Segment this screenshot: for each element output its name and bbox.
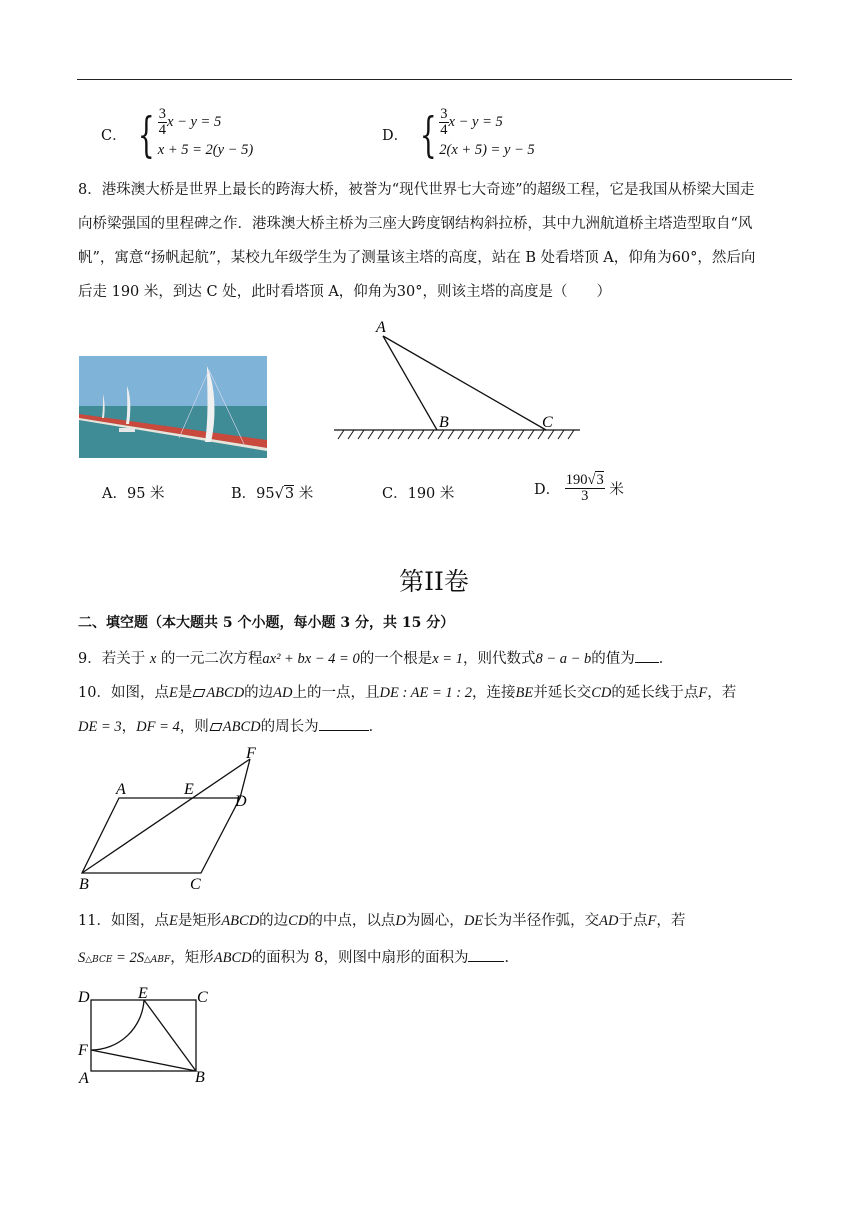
point-c-label: C — [197, 989, 208, 1006]
header-rule — [77, 79, 792, 80]
option-label: C． — [101, 128, 127, 144]
q8-option-a: A．95 米 — [102, 486, 165, 502]
point-b-label: B — [195, 1069, 205, 1086]
q9-text: 9．若关于 x 的一元二次方程ax² + bx − 4 = 0的一个根是x = 1，则代数式8 − a − b的值为 ． — [78, 647, 793, 668]
point-d-label: D — [78, 989, 90, 1006]
brace-symbol: { — [138, 106, 155, 163]
bridge-photo — [79, 356, 267, 458]
q7-option-d — [382, 107, 535, 162]
parallelogram-symbol — [193, 689, 206, 697]
answer-blank[interactable] — [319, 716, 369, 731]
point-b-label: B — [79, 876, 89, 892]
point-a-label: A — [79, 1070, 89, 1087]
point-b-label: B — [439, 414, 449, 431]
q11-rectangle-figure — [74, 982, 224, 1092]
point-a-label: A — [116, 781, 126, 798]
point-f-label: F — [246, 745, 256, 762]
q8-option-b: B．95√3 米 — [231, 486, 314, 502]
q7-option-c — [101, 107, 253, 162]
answer-blank[interactable] — [635, 648, 659, 663]
equation-system: { $\frac{3}{4}$ x − y = 5 2(x + 5) = y − 5 — [419, 106, 535, 163]
section-heading: 二、填空题（本大题共 5 个小题，每小题 3 分，共 15 分） — [78, 615, 455, 631]
q10-parallelogram-figure — [74, 742, 274, 892]
point-e-label: E — [184, 781, 194, 798]
q8-option-c: C．190 米 — [382, 486, 455, 502]
q11-line2: S△BCE = 2S△ABF，矩形ABCD的面积为 8，则图中扇形的面积为 ． — [78, 946, 793, 967]
q11-line1: 11．如图，点E是矩形ABCD的边CD的中点，以点D为圆心，DE长为半径作弧，交AD于点F，若 — [78, 913, 686, 929]
section-title: 第II卷 — [399, 567, 469, 596]
parallelogram-symbol — [209, 723, 222, 731]
point-a-label: A — [376, 319, 386, 336]
point-e-label: E — [138, 985, 148, 1002]
q8-text: 8．港珠澳大桥是世界上最长的跨海大桥，被誉为“现代世界七大奇迹”的超级工程，它是我国从桥梁大国走 向桥梁强国的里程碑之作．港珠澳大桥主桥为三座大跨度钢结构斜拉桥，其中九洲航道桥主塔造型取自“风 帆”，寓意“扬帆起航”，某校九年级学生为了测量该主塔的高度，站在 B 处看塔顶 A，仰角为60°，然后向 后走 190 米，到达 C 处，此时看塔顶 A，仰角为30°，则该主塔的高度是（ ） — [78, 182, 756, 300]
point-c-label: C — [190, 876, 201, 892]
equation-system: { $\frac{3}{4}$ x − y = 5 x + 5 = 2(y − 5) — [138, 106, 254, 163]
point-d-label: D — [235, 793, 247, 810]
point-f-label: F — [78, 1042, 88, 1059]
option-label: D． — [382, 128, 409, 144]
brace-symbol: { — [419, 106, 437, 163]
point-c-label: C — [542, 414, 553, 431]
answer-blank[interactable] — [468, 947, 504, 962]
ground-hatch — [338, 430, 574, 439]
q10-line2: DE = 3，DF = 4，则 ABCD的周长为 ． — [78, 715, 793, 736]
q10-line1: 10．如图，点E是 ABCD的边AD上的一点，且DE : AE = 1 : 2，连接BE并延长交CD的延长线于点F，若 — [78, 685, 737, 701]
q8-triangle-figure — [330, 318, 590, 443]
q8-option-d: D． $\frac{190√3}{3}$ 米 — [534, 472, 624, 504]
